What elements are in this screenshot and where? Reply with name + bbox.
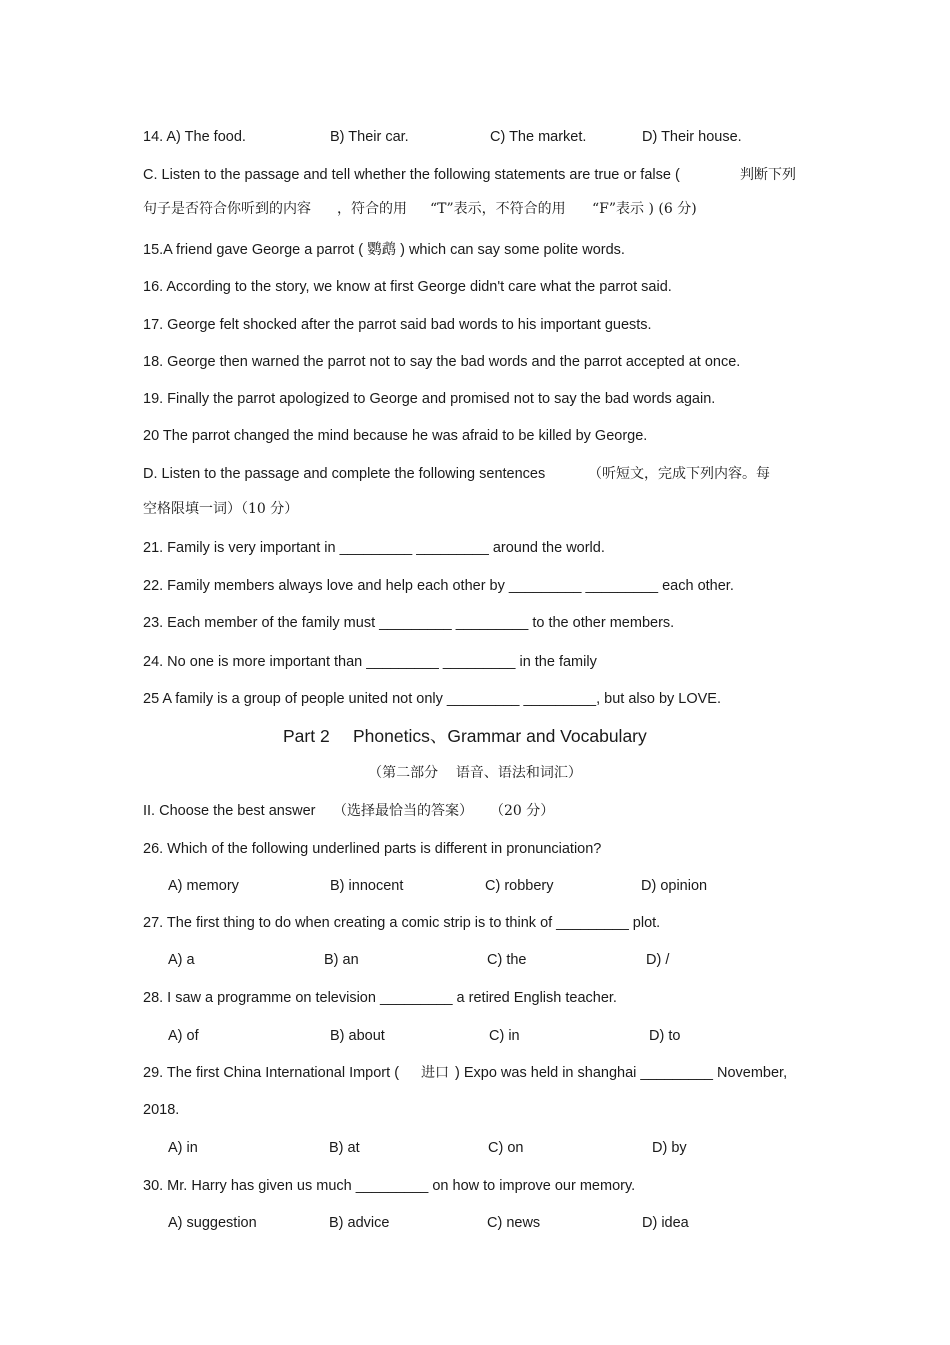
- q14-option-a: 14. A) The food.: [143, 129, 246, 145]
- section-d-instruction-cn: （听短文，完成下列内容。每: [588, 466, 770, 482]
- q26-stem: 26. Which of the following underlined parts is different in pronunciation?: [143, 841, 602, 857]
- q27-option-a: A) a: [168, 952, 195, 968]
- q28-option-d: D) to: [649, 1028, 681, 1044]
- fill-23: 23. Each member of the family must _________ _________ to the other members.: [143, 615, 675, 631]
- q29-stem-year: 2018.: [143, 1102, 180, 1118]
- q29-option-c: C) on: [488, 1140, 524, 1156]
- section-c-instruction-cn-2d: “F”表示 ) (6 分): [592, 201, 697, 217]
- q30-stem: 30. Mr. Harry has given us much _________ on how to improve our memory.: [143, 1178, 636, 1194]
- fill-21: 21. Family is very important in _________ _________ around the world.: [143, 540, 605, 556]
- q30-option-b: B) advice: [329, 1215, 390, 1231]
- section-c-instruction: C. Listen to the passage and tell whether the following statements are true or false (: [143, 167, 680, 183]
- q29-option-b: B) at: [329, 1140, 360, 1156]
- q26-option-c: C) robbery: [485, 878, 554, 894]
- q30-option-c: C) news: [487, 1215, 541, 1231]
- section-ii-cn: （选择最恰当的答案）: [333, 803, 473, 819]
- section-ii-label: II. Choose the best answer: [143, 803, 316, 819]
- q14-option-d: D) Their house.: [642, 129, 742, 145]
- q29-stem-b: ) Expo was held in shanghai _________ November,: [455, 1065, 788, 1081]
- q27-option-c: C) the: [487, 952, 527, 968]
- q14-option-c: C) The market.: [490, 129, 587, 145]
- q28-stem: 28. I saw a programme on television _________ a retired English teacher.: [143, 990, 617, 1006]
- statement-20: 20 The parrot changed the mind because he was afraid to be killed by George.: [143, 428, 648, 444]
- statement-16: 16. According to the story, we know at first George didn't care what the parrot said.: [143, 279, 672, 295]
- q27-option-d: D) /: [646, 952, 670, 968]
- section-c-instruction-cn-2b: ，符合的用: [337, 201, 407, 217]
- section-ii-score: （20 分）: [490, 803, 555, 819]
- q29-option-a: A) in: [168, 1140, 198, 1156]
- part2-subtitle: （第二部分 语音、语法和词汇）: [368, 765, 582, 781]
- q29-stem-cn: 进口: [421, 1065, 449, 1081]
- q30-option-a: A) suggestion: [168, 1215, 257, 1231]
- q28-option-a: A) of: [168, 1028, 199, 1044]
- section-c-instruction-cn-2c: “T”表示，不符合的用: [430, 201, 566, 217]
- q30-option-d: D) idea: [642, 1215, 689, 1231]
- q28-option-c: C) in: [489, 1028, 520, 1044]
- q26-option-b: B) innocent: [330, 878, 404, 894]
- section-d-instruction: D. Listen to the passage and complete the following sentences: [143, 466, 546, 482]
- q26-option-d: D) opinion: [641, 878, 708, 894]
- section-c-instruction-cn: 判断下列: [740, 167, 796, 183]
- statement-17: 17. George felt shocked after the parrot said bad words to his important guests.: [143, 317, 652, 333]
- q29-stem-a: 29. The first China International Import (: [143, 1065, 400, 1081]
- part2-title-number: Part 2: [283, 726, 330, 746]
- q27-stem: 27. The first thing to do when creating a comic strip is to think of _________ plot.: [143, 915, 661, 931]
- statement-19: 19. Finally the parrot apologized to George and promised not to say the bad words again.: [143, 391, 716, 407]
- fill-25: 25 A family is a group of people united not only _________ _________, but also by LOVE.: [143, 691, 722, 707]
- statement-15: 15.A friend gave George a parrot ( 鹦鹉 ) which can say some polite words.: [143, 242, 625, 258]
- q14-option-b: B) Their car.: [330, 129, 409, 145]
- fill-24: 24. No one is more important than _________ _________ in the family: [143, 654, 597, 670]
- q29-option-d: D) by: [652, 1140, 687, 1156]
- part2-title: Phonetics、Grammar and Vocabulary: [353, 726, 647, 746]
- section-d-instruction-cn-2: 空格限填一词）（10 分）: [143, 501, 299, 517]
- q27-option-b: B) an: [324, 952, 359, 968]
- q26-option-a: A) memory: [168, 878, 239, 894]
- q28-option-b: B) about: [330, 1028, 385, 1044]
- section-c-instruction-cn-2a: 句子是否符合你听到的内容: [143, 201, 311, 217]
- fill-22: 22. Family members always love and help each other by _________ _________ each other.: [143, 578, 734, 594]
- statement-18: 18. George then warned the parrot not to say the bad words and the parrot accepted at once.: [143, 354, 741, 370]
